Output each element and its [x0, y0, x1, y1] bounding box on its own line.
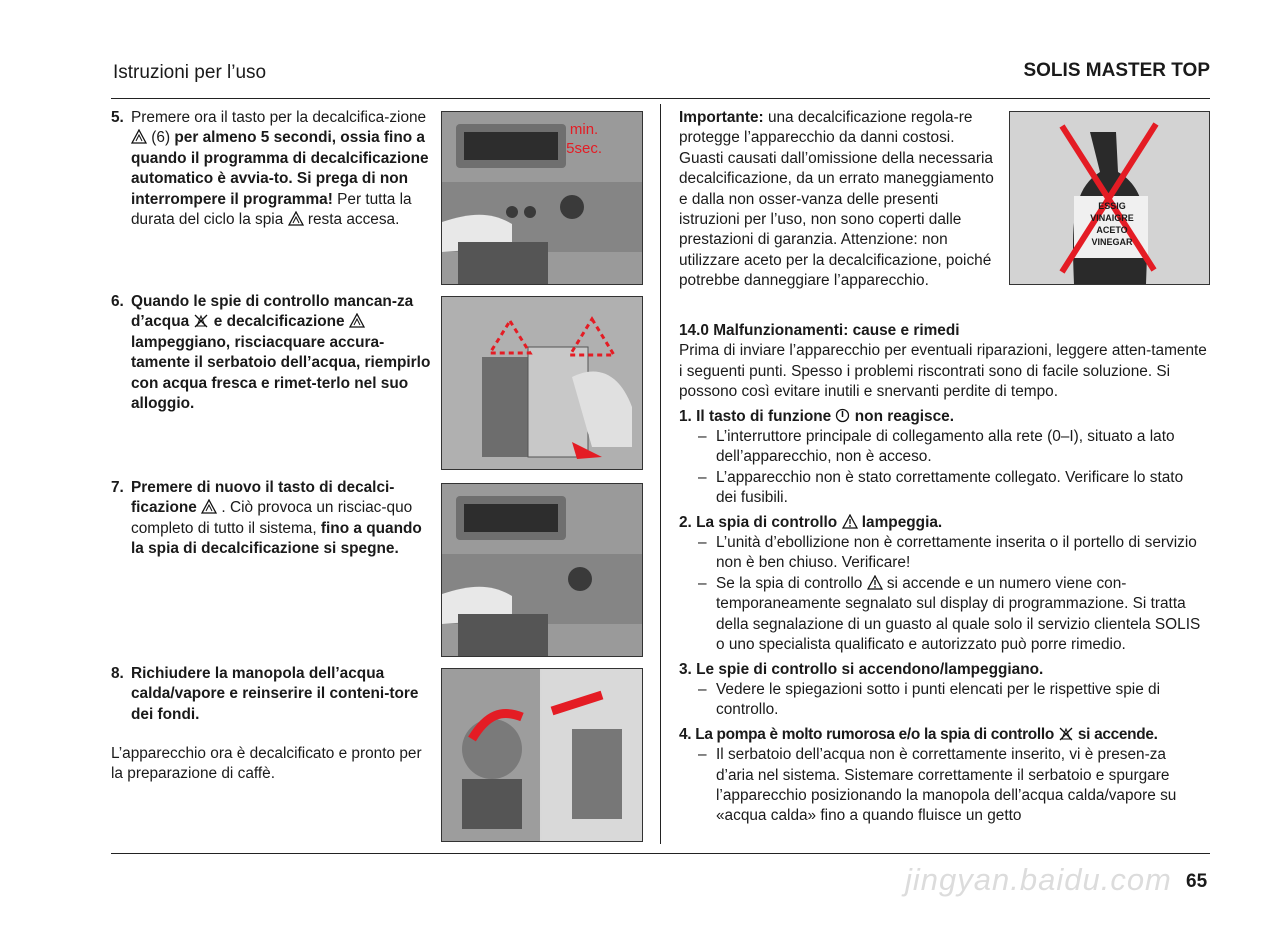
bullet-text: L’unità d’ebollizione non è correttamente inserita o il portello di servizio non è ben chiuso. Verificare! [716, 534, 1197, 572]
list-item: – L’unità d’ebollizione non è correttamente inserita o il portello di servizio non è ben chiuso. Verificare! [698, 534, 1197, 572]
step-text-bold: Premere di nuovo il tasto di decalci-ficazione [131, 479, 395, 517]
heading-text: lampeggia. [861, 513, 943, 531]
section-title: 14.0 Malfunzionamenti: cause e rimedi [679, 322, 960, 339]
step-text: Premere ora il tasto per la decalcifica-zione [131, 109, 427, 126]
heading-text: 1. Il tasto di funzione [679, 407, 832, 425]
power-icon [835, 408, 850, 423]
descale-icon [201, 499, 217, 514]
bullet-text: Vedere le spiegazioni sotto i punti elencati per le rispettive spie di controllo. [716, 680, 1161, 719]
duration-label: min. 5sec. [566, 121, 602, 157]
page-number: 65 [1186, 871, 1208, 892]
descale-icon [288, 211, 304, 226]
step-number: 5. [111, 109, 124, 126]
list-item: – L’interruttore principale di collegamento alla rete (0–I), situato a lato dell’apparecchio, non è acceso. [698, 428, 1175, 466]
list-item: – Se la spia di controllo si accende e un numero viene con-temporaneamente segnalato sul display di programmazione. Si tratta della segnalazione di un guasto al quale solo il servizio clientela SOLIS o uno specialista qualificato e autorizzato può porre rimedio. [698, 574, 1201, 654]
column-divider [660, 104, 661, 844]
heading-text: 4. La pompa è molto rumorosa e/o la spia di controllo [679, 725, 1054, 743]
heading-text: si accende. [1077, 725, 1158, 743]
machine-panel-illustration [442, 484, 642, 656]
photo-press-descale-again [441, 483, 643, 657]
machine-panel-illustration [442, 112, 642, 284]
step-text: (6) [151, 129, 171, 147]
step-text: . Ciò provoca un risciac-quo completo di tutto il sistema, [131, 499, 413, 537]
water-empty-icon [1058, 726, 1074, 741]
water-empty-icon [193, 313, 209, 328]
warning-icon [867, 575, 883, 590]
photo-rinse-tank [441, 296, 643, 470]
list-item: – Il serbatoio dell’acqua non è correttamente inserito, vi è presen-za d’aria nel sistema. Sistemare correttamente il serbatoio e spurgare l’apparecchio posizionando la manopola dell’acqua calda/vapore su «acqua calda» fino a quando fluisce un getto [698, 746, 1177, 825]
header-product: SOLIS MASTER TOP [1023, 60, 1210, 81]
troubleshooting-section [679, 321, 1207, 827]
descale-icon [349, 313, 365, 328]
bottle-illustration [1010, 112, 1209, 284]
step-text: Per tutta la durata del ciclo la spia [131, 190, 412, 229]
bullet-text: L’apparecchio non è stato correttamente collegato. Verificare lo stato dei fusibili. [716, 468, 1184, 507]
step-8 [111, 664, 433, 725]
step-7 [111, 478, 433, 560]
closing-text: L’apparecchio ora è decalcificato e pronto per la preparazione di caffè. [111, 745, 422, 783]
step-number: 8. [111, 665, 124, 682]
step-text: resta accesa. [307, 211, 400, 229]
list-item: – L’apparecchio non è stato correttamente collegato. Verificare lo stato dei fusibili. [698, 468, 1184, 507]
section-intro: Prima di inviare l’apparecchio per eventuali riparazioni, leggere atten-tamente i seguenti punti. Spesso i problemi riscontrati sono di facile soluzione. Si possono così evitare inutili e snervanti perdite di tempo. [679, 342, 1207, 401]
bottom-rule [111, 853, 1210, 854]
bullet-text: si accende e un numero viene con-temporaneamente segnalato sul display di programmazione. Si tratta della segnalazione di un guasto al quale solo il servizio clientela SOLIS o uno specialista qualificato e autorizzato può porre rimedio. [716, 574, 1201, 654]
step-text-bold: Quando le spie di controllo mancan-za d’acqua [131, 293, 414, 331]
knob-illustration [442, 669, 642, 841]
item-2-heading [679, 513, 1207, 533]
descale-icon [131, 129, 147, 144]
important-text: una decalcificazione regola-re protegge l’apparecchio da danni costosi. Guasti causati dall’omissione della necessaria decalcificazione, da un errato maneggiamento e dalla non osser-vanza delle presenti istruzioni per l’uso, non sono coperti dalle prestazioni di garanzia. Attenzione: non utilizzare aceto per la decalcificazione, poiché potrebbe danneggiare l’apparecchio. [679, 109, 994, 290]
photo-close-knob [441, 668, 643, 842]
step-text-bold: e decalcificazione [213, 313, 345, 331]
step-text-bold: Richiudere la manopola dell’acqua calda/vapore e reinserire il conteni-tore dei fondi. [131, 665, 419, 723]
step-text-bold: lampeggiano, risciacquare accura-tamente il serbatoio dell’acqua, riempirlo con acqua fresca e rimet-terlo nel suo alloggio. [131, 333, 431, 413]
tank-illustration [442, 297, 642, 469]
bullet-text: Se la spia di controllo [716, 574, 863, 592]
bottle-label: ESSIG VINAIGRE ACETO VINEGAR [1090, 201, 1134, 247]
warning-icon [842, 514, 858, 529]
watermark: jingyan.baidu.com [905, 862, 1172, 897]
step-text-bold: per almeno 5 secondi, ossia fino a quando il programma di decalcificazione automatico è avvia-to. Si prega di non interrompere il programma! [131, 129, 429, 208]
list-item: – Vedere le spiegazioni sotto i punti elencati per le rispettive spie di controllo. [698, 680, 1161, 719]
step-5 [111, 108, 433, 230]
important-notice [679, 108, 999, 292]
bullet-text: L’interruttore principale di collegamento alla rete (0–I), situato a lato dell’apparecchio, non è acceso. [716, 428, 1175, 466]
heading-text: non reagisce. [854, 407, 954, 425]
header-title: Istruzioni per l’uso [113, 62, 267, 83]
top-rule [111, 98, 1210, 99]
photo-vinegar-bottle [1009, 111, 1210, 285]
step-number: 7. [111, 479, 124, 496]
bullet-text: Il serbatoio dell’acqua non è correttamente inserito, vi è presen-za d’aria nel sistema. Sistemare correttamente il serbatoio e spurgare l’apparecchio posizionando la manopola dell’acqua calda/vapore su «acqua calda» fino a quando fluisce un getto [716, 746, 1177, 825]
heading-text: 2. La spia di controllo [679, 513, 838, 531]
step-number: 6. [111, 293, 124, 310]
important-label: Importante: [679, 109, 764, 126]
step-6 [111, 292, 433, 414]
item-4-heading [679, 725, 1207, 745]
step-text-bold: fino a quando la spia di decalcificazione si spegne. [131, 519, 422, 558]
photo-press-descale-button [441, 111, 643, 285]
item-1-heading [679, 407, 1207, 427]
item-3-heading: 3. Le spie di controllo si accendono/lampeggiano. [679, 660, 1044, 678]
